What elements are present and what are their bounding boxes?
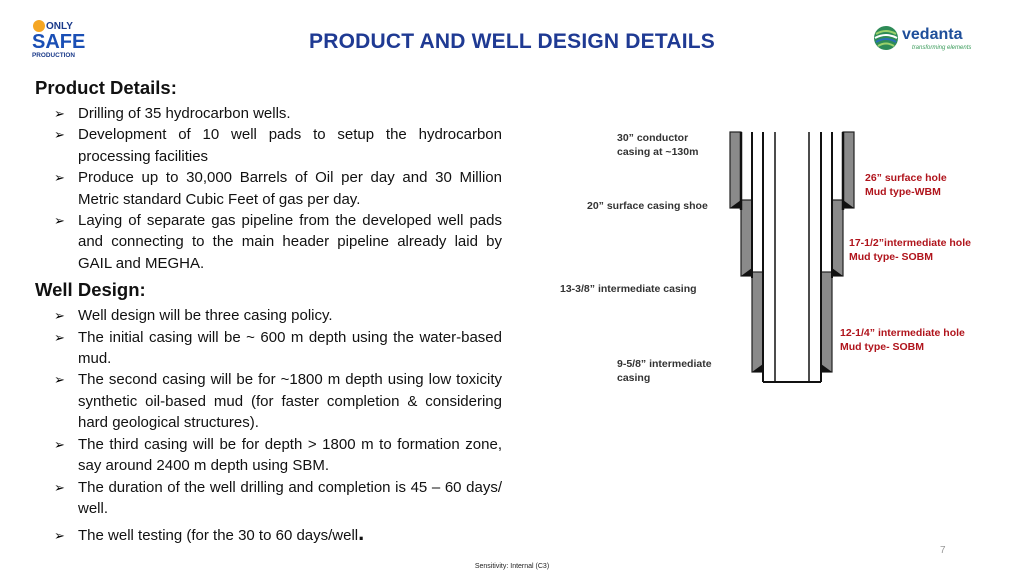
label-conductor-line2: casing at ~130m	[617, 146, 699, 158]
label-958-line1: 9-5/8” intermediate	[617, 358, 712, 370]
list-item-text: The third casing will be for depth > 1800 m to formation zone, say around 2400 m depth using SBM.	[78, 435, 502, 475]
list-item-text: The duration of the well drilling and completion is 45 – 60 days/ well.	[78, 478, 502, 517]
cement-1214-left	[752, 272, 763, 372]
vedanta-name: vedanta	[902, 26, 963, 43]
well-design-heading: Well Design:	[35, 279, 146, 301]
logo-line2: SAFE	[32, 31, 86, 53]
sensitivity-footer: Sensitivity: Internal (C3)	[474, 563, 550, 570]
arrow-bullet-icon: ➢	[54, 127, 65, 143]
label-1214-hole-line2: Mud type- SOBM	[840, 341, 924, 353]
label-958-line2: casing	[617, 372, 651, 384]
label-26-hole-line2: Mud type-WBM	[865, 186, 941, 198]
cement-1712-right	[832, 200, 843, 276]
arrow-bullet-icon: ➢	[54, 528, 65, 544]
label-1338-casing: 13-3/8” intermediate casing	[560, 283, 697, 295]
vedanta-emblem-icon	[874, 26, 898, 50]
arrow-bullet-icon: ➢	[54, 308, 65, 324]
page-number: 7	[940, 545, 946, 556]
arrow-bullet-icon: ➢	[54, 436, 65, 452]
list-item-text: The initial casing will be ~ 600 m depth using the water-based mud.	[78, 328, 502, 368]
cement-26-right	[843, 132, 854, 208]
list-item-text: Laying of separate gas pipeline from the developed well pads and connecting to the main header pipeline already laid by GAIL and MEGHA.	[78, 212, 502, 272]
product-details-list	[35, 103, 502, 274]
list-item-text: The second casing will be for ~1800 m depth using low toxicity synthetic oil-based mud (for faster completion & considering hard geological structures).	[78, 371, 502, 432]
label-1712-hole-line1: 17-1/2”intermediate hole	[849, 237, 971, 249]
label-1214-hole-line1: 12-1/4” intermediate hole	[840, 327, 965, 339]
list-item	[35, 520, 502, 546]
arrow-bullet-icon: ➢	[54, 170, 65, 186]
list-item	[35, 369, 502, 433]
closing-period: .	[358, 520, 365, 546]
product-details-heading: Product Details:	[35, 77, 177, 98]
list-item	[35, 103, 502, 124]
label-conductor-line1: 30” conductor	[617, 132, 689, 144]
cement-26-left	[730, 132, 741, 208]
arrow-bullet-icon: ➢	[54, 479, 65, 495]
logo-line3: PRODUCTION	[32, 52, 75, 58]
arrow-bullet-icon: ➢	[54, 329, 65, 345]
cement-1712-left	[741, 200, 752, 276]
page-title: PRODUCT AND WELL DESIGN DETAILS	[309, 30, 715, 53]
list-item	[35, 210, 502, 274]
content-column	[35, 77, 502, 547]
list-item	[35, 305, 502, 326]
list-item	[35, 167, 502, 210]
arrow-bullet-icon: ➢	[54, 213, 65, 229]
arrow-bullet-icon: ➢	[54, 372, 65, 388]
logo-line1: ONLY	[46, 21, 73, 32]
label-1712-hole-line2: Mud type- SOBM	[849, 251, 933, 263]
list-item	[35, 434, 502, 477]
label-surface-shoe: 20” surface casing shoe	[587, 200, 708, 212]
vedanta-logo	[872, 22, 1007, 54]
list-item-text: Well design will be three casing policy.	[78, 307, 333, 325]
well-casing-diagram	[553, 120, 993, 400]
list-item-text: Produce up to 30,000 Barrels of Oil per day and 30 Million Metric standard Cubic Feet of gas per day.	[78, 169, 502, 208]
list-item-text: The well testing (for the 30 to 60 days/well	[78, 527, 359, 545]
list-item	[35, 327, 502, 370]
list-item-text: Development of 10 well pads to setup the hydrocarbon processing facilities	[78, 126, 502, 165]
list-item-text: Drilling of 35 hydrocarbon wells.	[78, 105, 291, 122]
label-26-hole-line1: 26” surface hole	[865, 172, 947, 184]
well-design-list	[35, 305, 502, 546]
list-item	[35, 124, 502, 167]
arrow-bullet-icon: ➢	[54, 106, 65, 121]
list-item	[35, 477, 502, 520]
cement-1214-right	[821, 272, 832, 372]
vedanta-tagline: transforming elements	[912, 45, 972, 51]
